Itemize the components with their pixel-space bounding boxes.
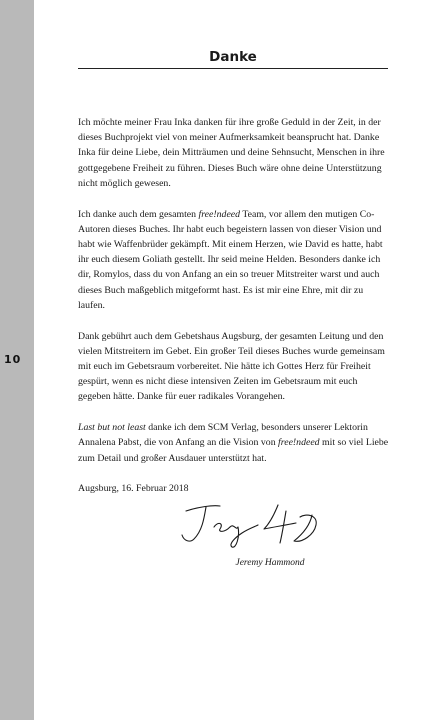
page-title: Danke bbox=[78, 49, 388, 69]
paragraph-wife bbox=[78, 115, 390, 191]
place-date bbox=[78, 481, 390, 496]
signer-name: Jeremy Hammond bbox=[235, 558, 305, 568]
paragraph-prayer-house-text: Dank gebührt auch dem Gebetshaus Augsburg, der gesamten Leitung und den vielen Mitstreitern im Gebet. Ein großer Teil dieses Buches wurde gemeinsam mit euch im Gebetsraum vorbereitet. Nie hätte ich Gottes Herz für Freiheit gespürt, wenn es nicht diese intensiven Zeiten im Gebetsraum mit euch gegeben hätte. Danke für euer radikales Vorangehen. bbox=[78, 330, 385, 403]
brand-name-2: free!ndeed bbox=[278, 437, 320, 449]
title-block bbox=[78, 49, 388, 69]
paragraph-team-start: Ich danke auch dem gesamten bbox=[78, 208, 199, 220]
paragraph-publisher-mid: danke ich dem SCM Verlag, besonders unserer Lektorin Annalena Pabst, die von Anfang an die Vision von bbox=[78, 422, 368, 449]
paragraph-publisher-rest: mit so viel Liebe zum Detail und großer Ausdauer unterstützt hat. bbox=[78, 437, 389, 464]
place-date-text: Augsburg, 16. Februar 2018 bbox=[78, 483, 189, 495]
paragraph-prayer-house bbox=[78, 329, 390, 405]
phrase-last-but-not-least: Last but not least bbox=[78, 422, 146, 434]
paragraph-publisher bbox=[78, 420, 390, 466]
paragraph-team bbox=[78, 207, 390, 313]
paragraph-wife-text: Ich möchte meiner Frau Inka danken für ihre große Geduld in der Zeit, in der dieses Buchprojekt viel von meiner Aufmerksamkeit beansprucht hat. Danke Inka für deine Liebe, dein Mitträumen und deine Sehnsucht, Menschen in ihre gottgegebene Freiheit zu führen. Dieses Buch wäre ohne deine Unterstützung nicht möglich gewesen. bbox=[78, 117, 385, 189]
handwritten-signature bbox=[178, 497, 328, 555]
page-number: 10 bbox=[4, 353, 22, 366]
brand-name: free!ndeed bbox=[198, 208, 241, 220]
acknowledgement-text bbox=[78, 115, 390, 512]
paragraph-team-rest: Team, vor allem den mutigen Co-Autoren dieses Buches. Ihr habt euch begeistern lassen von dieser Vision und habt wie Waffenbrüder gekämpft. Mit einem Herzen, wie David es hatte, habt ihr euch diesem Goliath gestellt. Ihr seid meine Helden. Besonders danke ich dir, Romylos, dass du von Anfang an ein so treuer Mitstreiter warst und auch dieses Buch maßgeblich mitgeformt hast. Es ist mir eine Ehre, mit dir zu laufen. bbox=[78, 208, 383, 311]
